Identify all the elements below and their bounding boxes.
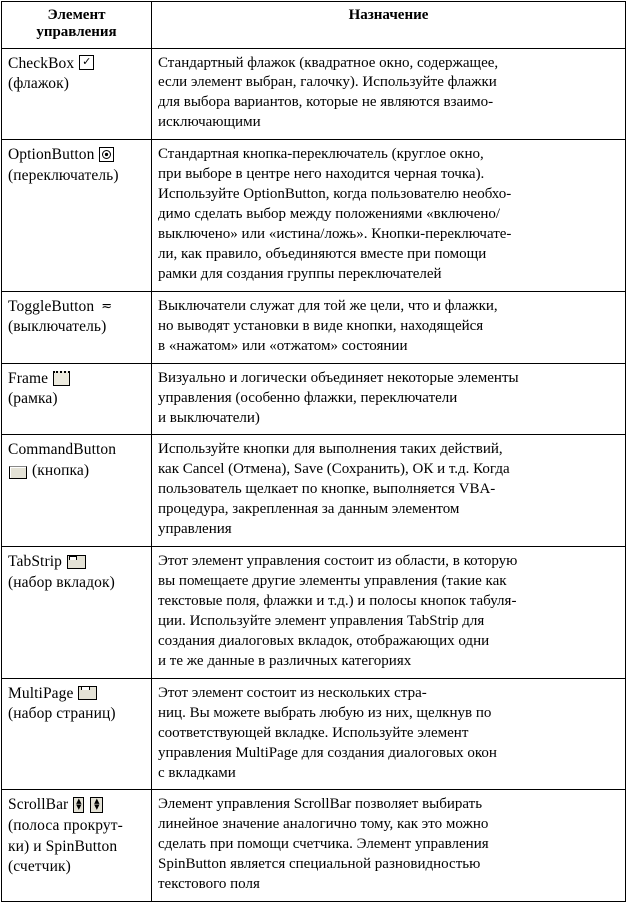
header-cell-purpose: Назначение: [152, 2, 626, 49]
header-element-line2: управления: [36, 24, 117, 41]
control-desc-cell: [152, 363, 626, 435]
control-name-text: TabStrip: [8, 553, 62, 571]
control-name-text: CheckBox: [8, 54, 75, 72]
desc-line: исключающими: [158, 114, 261, 131]
desc-line: Используйте кнопки для выполнения таких действий,: [158, 441, 503, 458]
desc-line: пользователь щелкает по кнопке, выполняется VBA-: [158, 481, 496, 498]
control-name-line: [8, 552, 145, 573]
desc-line: ниц. Вы можете выбрать любую из них, щелкнув по: [158, 704, 492, 721]
desc-line: в «нажатом» или «отжатом» состоянии: [158, 337, 408, 354]
desc-line: процедура, закрепленная за данным элементом: [158, 501, 460, 518]
control-desc-cell: [152, 790, 626, 902]
desc-line: Элемент управления ScrollBar позволяет выбирать: [158, 796, 483, 813]
tabstrip-icon: [67, 555, 86, 569]
controls-table: [1, 1, 626, 902]
desc-line: Стандартный флажок (квадратное окно, содержащее,: [158, 54, 499, 71]
scrollbar-icon: ▲ ▼: [73, 797, 84, 813]
control-name-line: [8, 369, 145, 390]
desc-line: ли, как правило, объединяются вместе при помощи: [158, 245, 487, 262]
control-name-cell: [2, 140, 152, 292]
desc-line: сделать при помощи счетчика. Элемент управления: [158, 836, 489, 853]
desc-line: Визуально и логически объединяет некоторые элементы: [158, 369, 519, 386]
spinbutton-icon: ▲ ▼: [90, 797, 103, 813]
control-name-subtitle: (кнопка): [32, 462, 90, 480]
control-name-cell: [2, 678, 152, 790]
control-name-line: [8, 461, 145, 482]
desc-line: при выборе в центре него находится черная точка).: [158, 166, 485, 183]
desc-line: выключено» или «истина/ложь». Кнопки-переключате-: [158, 226, 512, 242]
table-row: [2, 547, 626, 679]
control-name-line: [8, 297, 145, 318]
control-name-text: CommandButton: [8, 441, 117, 459]
desc-line: для выбора вариантов, которые не являются взаимо-: [158, 94, 494, 111]
frame-icon: [53, 371, 70, 386]
desc-line: и те же данные в различных категориях: [158, 652, 412, 669]
desc-line: Этот элемент управления состоит из области, в которую: [158, 553, 518, 570]
control-name-text: ScrollBar: [8, 796, 69, 814]
control-desc-cell: [152, 547, 626, 679]
document-page: [0, 1, 627, 893]
desc-line: если элемент выбран, галочку). Используйте флажки: [158, 74, 497, 91]
control-name-subtitle: (набор вкладок): [8, 573, 115, 591]
control-name-cell: [2, 547, 152, 679]
desc-line: вы помещаете другие элементы управления (такие как: [158, 573, 507, 590]
control-desc-cell: [152, 678, 626, 790]
toggle-button-icon: ≂: [101, 298, 113, 314]
control-name-line: [8, 795, 145, 816]
control-name-cell: [2, 291, 152, 363]
control-name-line: [8, 145, 145, 166]
table-header-row: [2, 2, 626, 49]
control-desc-cell: [152, 435, 626, 547]
control-name-text: OptionButton: [8, 146, 95, 164]
control-name-subtitle: (набор страниц): [8, 705, 116, 723]
desc-line: Используйте OptionButton, когда пользователю необхо-: [158, 186, 512, 203]
desc-line: управления MultiPage для создания диалоговых окон: [158, 744, 497, 761]
checkbox-icon: ✓: [79, 55, 94, 70]
desc-line: соответствующей вкладке. Используйте элемент: [158, 724, 469, 741]
desc-line: управления: [158, 521, 232, 538]
table-row: [2, 48, 626, 140]
control-name-subtitle: (рамка): [8, 390, 58, 408]
desc-line: но выводят установки в виде кнопки, находящейся: [158, 317, 484, 334]
table-row: [2, 140, 626, 292]
desc-line: как Cancel (Отмена), Save (Сохранить), ОК и т.д. Когда: [158, 461, 510, 478]
header-cell-element: [2, 2, 152, 49]
desc-line: SpinButton является специальной разновидностью: [158, 856, 481, 873]
desc-line: Выключатели служат для той же цели, что и флажки,: [158, 297, 498, 314]
desc-line: и выключатели): [158, 409, 260, 426]
control-name-subtitle-3: (счетчик): [8, 858, 71, 876]
control-name-cell: [2, 435, 152, 547]
table-row: [2, 678, 626, 790]
desc-line: создания диалоговых вкладок, отображающих одни: [158, 632, 490, 649]
control-name-text: MultiPage: [8, 684, 74, 702]
desc-line: рамки для создания группы переключателей: [158, 265, 442, 282]
desc-line: текстового поля: [158, 876, 260, 893]
table-row: [2, 435, 626, 547]
desc-line: линейное значение аналогично тому, как это можно: [158, 816, 489, 833]
desc-line: Этот элемент состоит из нескольких стра-: [158, 684, 427, 701]
desc-line: текстовые поля, флажки и т.д.) и полосы кнопок табуля-: [158, 593, 517, 609]
control-desc-cell: [152, 48, 626, 140]
control-name-cell: [2, 790, 152, 902]
option-button-icon: [99, 147, 114, 162]
multipage-icon: [78, 686, 97, 700]
desc-line: управления (особенно флажки, переключатели: [158, 389, 458, 406]
command-button-icon: [9, 466, 27, 479]
control-name-subtitle-2: ки) и SpinButton: [8, 837, 118, 855]
control-name-cell: [2, 363, 152, 435]
desc-line: димо сделать выбор между положениями «включено/: [158, 206, 501, 223]
desc-line: ции. Используйте элемент управления TabStrip для: [158, 612, 485, 629]
control-name-subtitle: (полоса прокрут-: [8, 817, 123, 835]
control-name-text: Frame: [8, 369, 49, 387]
table-row: [2, 790, 626, 902]
control-desc-cell: [152, 291, 626, 363]
table-row: [2, 291, 626, 363]
control-desc-cell: [152, 140, 626, 292]
control-name-subtitle: (переключатель): [8, 166, 119, 184]
table-row: [2, 363, 626, 435]
control-name-subtitle: (флажок): [8, 75, 69, 93]
desc-line: с вкладками: [158, 764, 236, 781]
control-name-line: [8, 684, 145, 705]
desc-line: Стандартная кнопка-переключатель (круглое окно,: [158, 146, 484, 163]
control-name-subtitle: (выключатель): [8, 318, 107, 336]
header-element-line1: Элемент: [47, 7, 106, 23]
control-name-text: ToggleButton: [8, 297, 95, 315]
control-name-cell: [2, 48, 152, 140]
control-name-line: [8, 54, 145, 75]
